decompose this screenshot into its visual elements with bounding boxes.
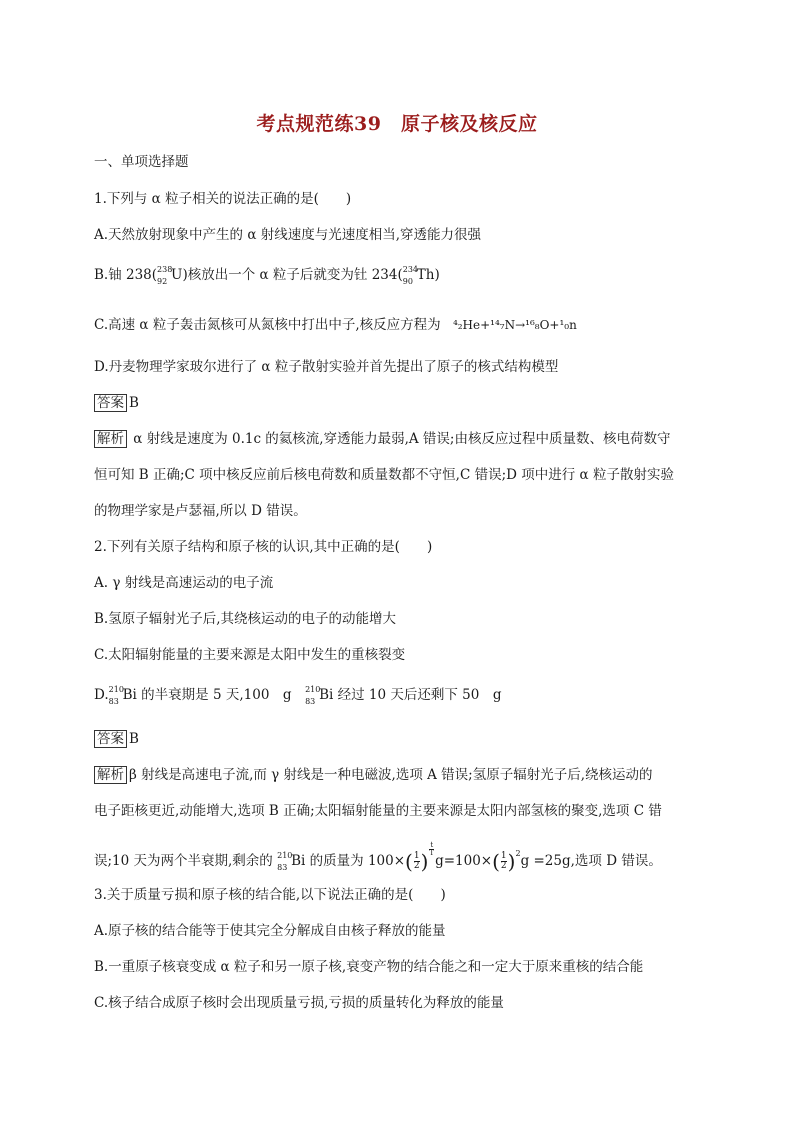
right-paren: ) [507,849,516,874]
fraction-numerator: 1 [413,851,420,861]
nuclide-symbol: Bi [122,687,137,703]
nuclide-mass: 210 [305,684,321,694]
q1-stem: 1.下列与 α 粒子相关的说法正确的是( ) [94,191,352,207]
nuclide-mass: 210 [277,850,293,860]
fraction-denominator: 2 [413,861,420,871]
exponent-denominator: T [429,849,435,857]
q1-option-b [94,266,440,284]
exponent-numerator: t [430,841,434,849]
nuclide-mass: 238 [157,264,173,274]
answer-value: B [129,731,139,747]
page-title: 考点规范练39 原子核及核反应 [256,113,538,135]
bismuth-nuclide [277,850,293,872]
analysis-label: 解析 [94,430,127,448]
q1-option-c-text: C.高速 α 粒子轰击氮核可从氮核中打出中子,核反应方程为 [94,317,441,333]
nuclide-symbol: Th [416,267,435,283]
bismuth-nuclide [108,684,124,706]
q3-option-c: C.核子结合成原子核时会出现质量亏损,亏损的质量转化为释放的能量 [94,995,504,1011]
nuclide-charge: 90 [402,276,413,286]
thorium-nuclide [402,264,419,286]
q1-option-b-text: B.铀 238( [94,267,158,283]
fraction-numerator: 1 [500,851,507,861]
q1-answer [94,394,139,412]
q2-analysis-line-3 [94,841,662,874]
analysis-text: 的质量为 100× [305,853,406,869]
section-heading: 一、单项选择题 [94,154,189,170]
nuclide-symbol: Bi [319,687,334,703]
q1-option-b-text: ) [434,267,440,283]
nuclear-equation: ⁴₂He+¹⁴₇N→¹⁶₈O+¹₀n [452,318,577,332]
analysis-text: β 射线是高速电子流,而 γ 射线是一种电磁波,选项 A 错误;氢原子辐射光子后,绕核运动的 [129,767,653,783]
nuclide-charge: 83 [305,696,316,706]
analysis-text: 误;10 天为两个半衰期,剩余的 [94,853,273,869]
q2-analysis-line-2: 电子距核更近,动能增大,选项 B 正确;太阳辐射能量的主要来源是太阳内部氢核的聚变,选项 C 错 [94,803,662,819]
q3-stem: 3.关于质量亏损和原子核的结合能,以下说法正确的是( ) [94,887,446,903]
answer-label: 答案 [94,394,127,412]
q2-analysis-line-1 [94,766,653,784]
q1-option-b-text: )核放出一个 α 粒子后就变为钍 234( [182,267,403,283]
q2-option-c: C.太阳辐射能量的主要来源是太阳中发生的重核裂变 [94,647,406,663]
uranium-nuclide [157,264,173,286]
fraction-half [414,852,420,871]
q1-analysis-line-3: 的物理学家是卢瑟福,所以 D 错误。 [94,503,307,519]
q1-option-c [94,316,577,334]
q1-option-d: D.丹麦物理学家玻尔进行了 α 粒子散射实验并首先提出了原子的核式结构模型 [94,359,559,375]
nuclide-charge: 92 [157,276,168,286]
answer-label: 答案 [94,730,127,748]
left-paren: ( [405,849,413,874]
q1-analysis-line-2: 恒可知 B 正确;C 项中核反应前后核电荷数和质量数都不守恒,C 错误;D 项中进行 α 粒子散射实验 [94,467,674,483]
exponent-t-over-T [429,842,434,857]
q1-option-a: A.天然放射现象中产生的 α 射线速度与光速度相当,穿透能力很强 [94,227,482,243]
q2-option-b: B.氢原子辐射光子后,其绕核运动的电子的动能增大 [94,611,397,627]
nuclide-charge: 83 [277,862,288,872]
q3-option-b: B.一重原子核衰变成 α 粒子和另一原子核,衰变产物的结合能之和一定大于原来重核的结合能 [94,959,644,975]
bismuth-nuclide [305,684,321,706]
fraction-half [501,852,507,871]
left-paren: ( [492,849,500,874]
analysis-text: g=100× [435,853,493,869]
analysis-label: 解析 [94,766,127,784]
analysis-text: g =25g,选项 D 错误。 [520,853,662,869]
nuclide-charge: 83 [108,696,119,706]
right-paren: ) [420,849,429,874]
q2-option-d-text: 的半衰期是 5 天,100 g [136,687,306,703]
q2-answer [94,730,139,748]
q2-option-d-text: D. [94,687,109,703]
q2-option-d [94,686,501,704]
nuclide-symbol: U [171,267,183,283]
q2-stem: 2.下列有关原子结构和原子核的认识,其中正确的是( ) [94,539,433,555]
exponent-two: 2 [515,849,521,858]
nuclide-mass: 234 [402,264,419,274]
answer-value: B [129,395,139,411]
fraction-denominator: 2 [500,861,507,871]
analysis-text: α 射线是速度为 0.1c 的氦核流,穿透能力最弱,A 错误;由核反应过程中质量数、核电荷数守 [129,431,671,447]
q2-option-d-text: 经过 10 天后还剩下 50 g [333,687,502,703]
q3-option-a: A.原子核的结合能等于使其完全分解成自由核子释放的能量 [94,923,446,939]
q2-option-a: A. γ 射线是高速运动的电子流 [94,575,274,591]
nuclide-mass: 210 [108,684,124,694]
q1-analysis-line-1 [94,430,670,448]
nuclide-symbol: Bi [291,853,306,869]
